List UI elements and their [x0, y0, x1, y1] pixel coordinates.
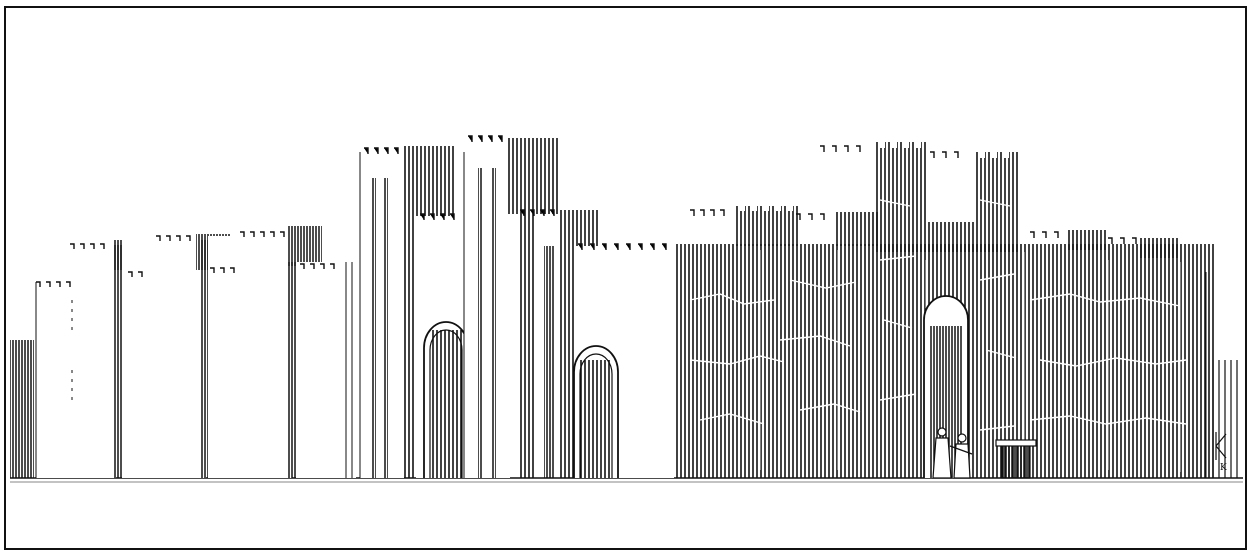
central-gatehouse — [360, 136, 674, 478]
stone-block — [996, 440, 1036, 478]
right-horizon-shading — [1210, 360, 1242, 478]
left-wing-towers — [36, 226, 356, 478]
monogram-letters: K — [1220, 463, 1227, 473]
right-wing-fortress — [676, 142, 1216, 478]
left-horizon-shading — [10, 340, 34, 478]
ground — [10, 478, 1243, 482]
